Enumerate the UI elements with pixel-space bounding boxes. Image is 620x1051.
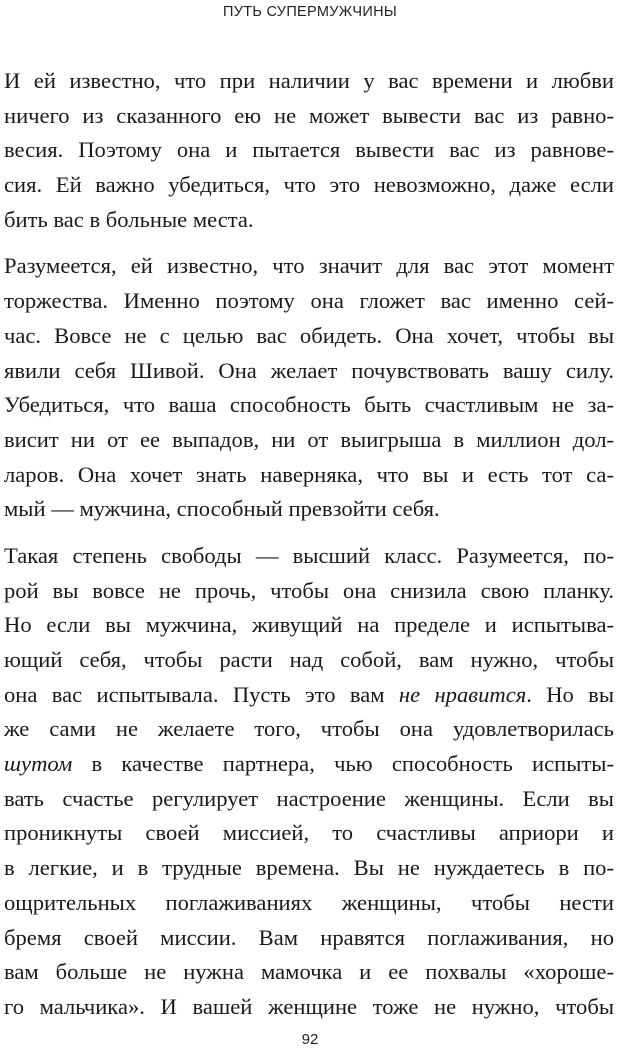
paragraph-2 — [4, 249, 614, 527]
text-line: го мальчика». И вашей женщине тоже не нужно, чтобы — [4, 993, 614, 1019]
paragraph-3 — [4, 539, 614, 1025]
text-line: ларов. Она хочет знать наверняка, что вы и есть тот са- — [4, 461, 614, 487]
text-line: бремя своей миссии. Вам нравятся поглаживания, но — [4, 924, 614, 950]
text-line: торжества. Именно поэтому она гложет вас именно сей- — [4, 288, 614, 314]
text-line: час. Вовсе не с целью вас обидеть. Она хочет, чтобы вы — [4, 322, 614, 348]
text-line: ощрительных поглаживаниях женщины, чтобы нести — [4, 889, 614, 915]
page-number: 92 — [301, 1031, 319, 1048]
text-line — [4, 678, 614, 713]
text-segment: . Но вы — [526, 681, 615, 707]
text-line: же сами не желаете того, чтобы она удовлетворилась — [4, 716, 614, 742]
text-line: Но если вы мужчина, живущий на пределе и испытыва- — [4, 612, 614, 638]
text-line: ющий себя, чтобы расти над собой, вам нужно, чтобы — [4, 647, 614, 672]
text-line: Такая степень свободы — высший класс. Разумеется, по- — [4, 542, 614, 568]
text-line: Разумеется, ей известно, что значит для вас этот момент — [4, 253, 614, 279]
emphasis-text: шутом — [4, 751, 73, 777]
text-line — [4, 747, 614, 782]
text-line: И ей известно, что при наличии у вас времени и любви — [4, 68, 614, 93]
text-line: вам больше не нужна мамочка и ее похвалы «хороше- — [4, 959, 614, 985]
paragraph-1 — [4, 64, 614, 237]
text-segment: в качестве партнера, чью способность испыты- — [72, 751, 614, 777]
text-segment: она вас испытывала. Пусть это вам — [4, 681, 399, 707]
text-line: явили себя Шивой. Она желает почувствовать вашу силу. — [4, 357, 614, 383]
emphasis-text: не нравится — [398, 681, 527, 707]
text-line: проникнуты своей миссией, то счастливы априори и — [4, 820, 614, 846]
text-line: весия. Поэтому она и пытается вывести вас из равнове- — [4, 137, 614, 163]
body-text — [4, 64, 614, 1025]
text-line: ничего из сказанного ею не может вывести вас из равно- — [4, 102, 614, 128]
text-line: мый — мужчина, способный превзойти себя. — [4, 496, 440, 522]
text-line: висит ни от ее выпадов, ни от выигрыша в миллион дол- — [4, 426, 614, 452]
text-line: рой вы вовсе не прочь, чтобы она снизила свою планку. — [4, 577, 614, 603]
text-line: в легкие, и в трудные времена. Вы не нуждаетесь в по- — [4, 855, 614, 881]
text-line: сия. Ей важно убедиться, что это невозможно, даже если — [4, 172, 614, 198]
text-line: Убедиться, что ваша способность быть счастливым не за- — [4, 392, 614, 418]
text-line: бить вас в больные места. — [4, 206, 254, 232]
running-title: ПУТЬ СУПЕРМУЖЧИНЫ — [222, 4, 397, 20]
text-line: вать счастье регулирует настроение женщины. Если вы — [4, 785, 614, 811]
